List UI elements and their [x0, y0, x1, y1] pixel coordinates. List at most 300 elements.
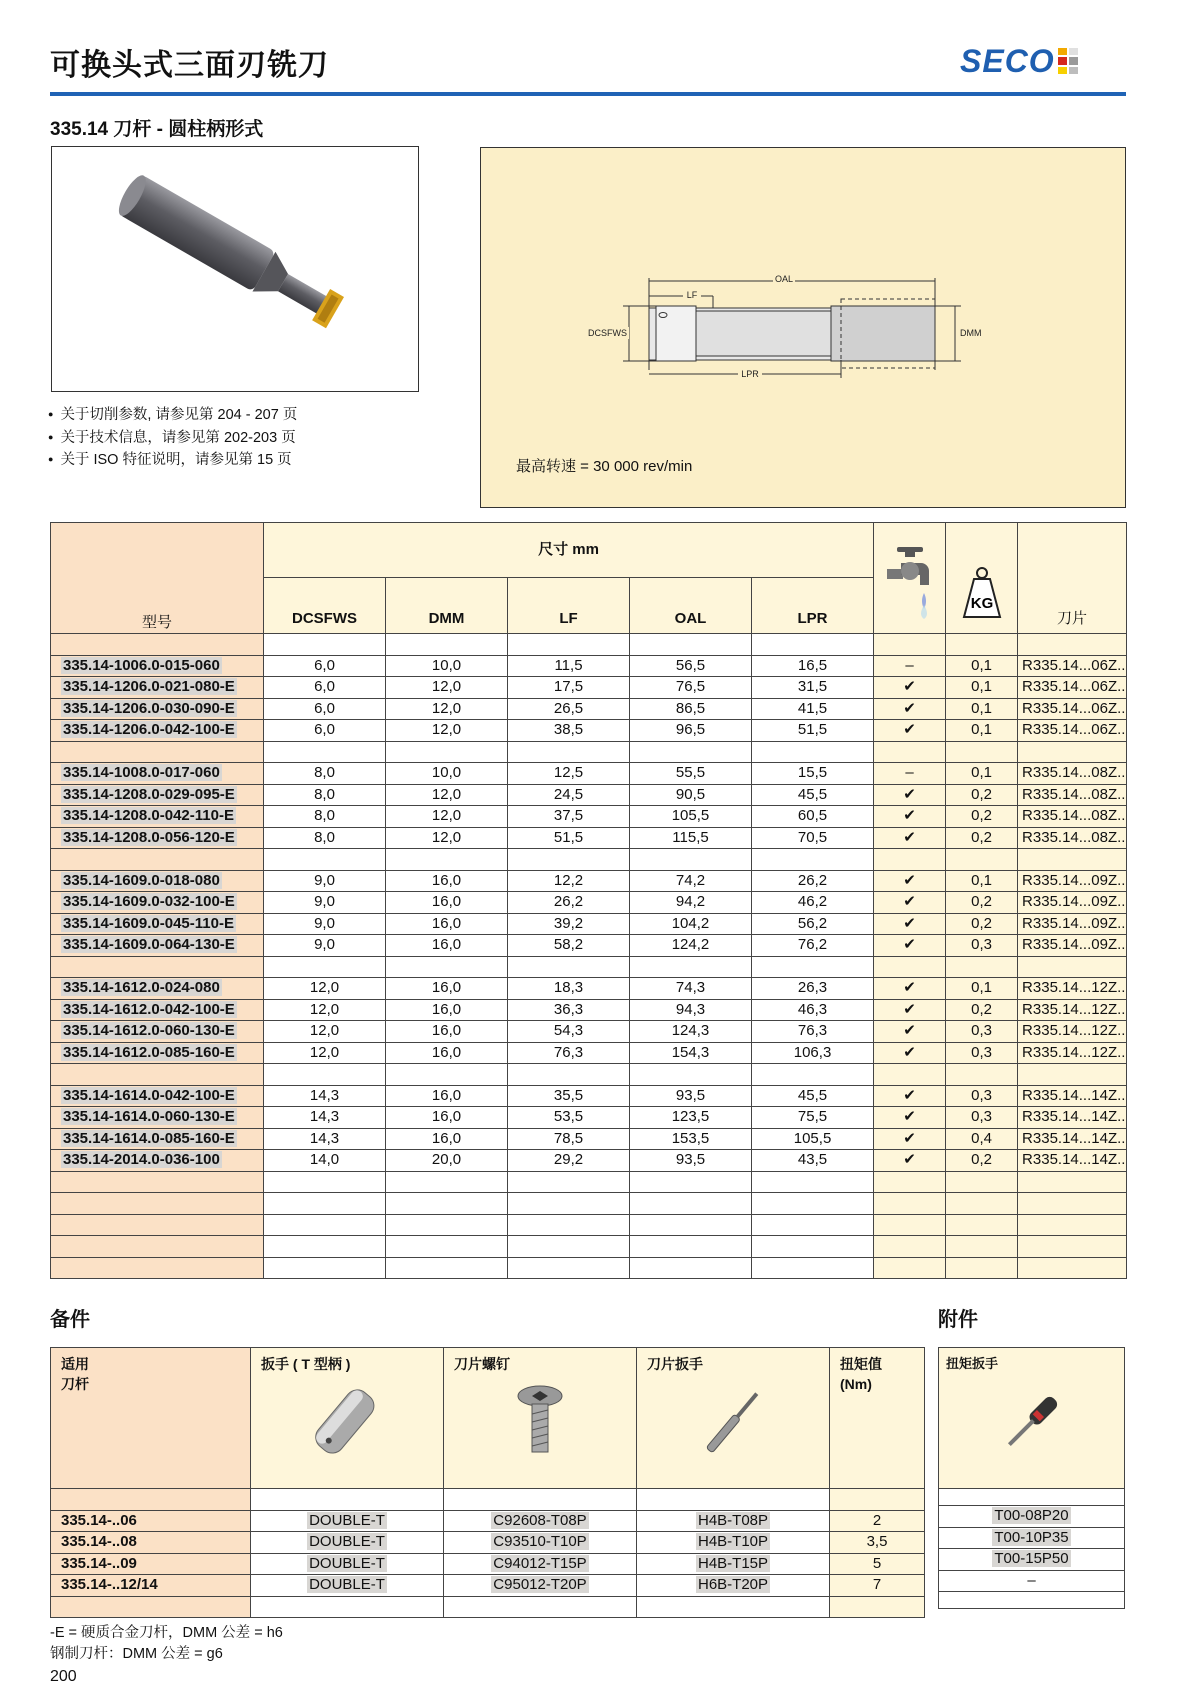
- table-row: [51, 1128, 1127, 1150]
- torque-header-line1: 扭矩值: [840, 1356, 882, 1372]
- empty-cell: [508, 849, 630, 871]
- cell-coolant: [874, 1021, 946, 1043]
- value-weight: 0,2: [971, 893, 992, 911]
- value-torque: 2: [872, 1511, 882, 1529]
- cell-dmm: [386, 870, 508, 892]
- empty-cell: [264, 1064, 386, 1086]
- cell-insert: [1018, 913, 1127, 935]
- empty-cell: [630, 1064, 752, 1086]
- value-coolant: ✔: [903, 1043, 916, 1061]
- value-model: 335.14-1614.0-085-160-E: [63, 1129, 235, 1147]
- cell-insert-key: [637, 1553, 830, 1575]
- cell-dcsfws: [264, 827, 386, 849]
- header-lf: LF: [508, 577, 630, 633]
- cell-model: [51, 892, 264, 914]
- value-insert: R335.14...14Z..: [1022, 1108, 1126, 1126]
- value-model: 335.14-1609.0-064-130-E: [63, 936, 235, 954]
- cell-coolant: [874, 1085, 946, 1107]
- cell-insert: [1018, 763, 1127, 785]
- empty-cell: [637, 1596, 830, 1618]
- empty-cell: [51, 1236, 264, 1258]
- empty-cell: [1018, 1064, 1127, 1086]
- table-row: [51, 892, 1127, 914]
- cell-model: [51, 806, 264, 828]
- empty-cell: [508, 634, 630, 656]
- empty-cell: [386, 1257, 508, 1279]
- empty-cell: [264, 1257, 386, 1279]
- accessories-table-body: [939, 1489, 1125, 1609]
- cell-dmm: [386, 763, 508, 785]
- empty-cell: [386, 1214, 508, 1236]
- cell-insert: [1018, 892, 1127, 914]
- empty-cell: [51, 1064, 264, 1086]
- value-coolant: ✔: [903, 1129, 916, 1147]
- value-dmm: 12,0: [431, 699, 462, 717]
- empty-cell: [51, 1489, 251, 1511]
- cell-coolant: [874, 1128, 946, 1150]
- value-insert-key: H4B-T10P: [697, 1533, 769, 1551]
- cell-insert-key: [637, 1532, 830, 1554]
- cell-coolant: [874, 892, 946, 914]
- value-dcsfws: 12,0: [309, 979, 340, 997]
- value-model: 335.14-1614.0-060-130-E: [63, 1108, 235, 1126]
- value-model: 335.14-2014.0-036-100: [63, 1151, 220, 1169]
- cell-lpr: [752, 1085, 874, 1107]
- cell-weight: [946, 655, 1018, 677]
- cell-lpr: [752, 1128, 874, 1150]
- value-insert: R335.14...12Z..: [1022, 1043, 1126, 1061]
- value-model: 335.14-1609.0-032-100-E: [63, 893, 235, 911]
- empty-cell: [630, 849, 752, 871]
- technical-drawing: [481, 148, 1125, 507]
- spacer-row: [51, 1193, 1127, 1215]
- coolant-tap-icon: [883, 543, 937, 623]
- cell-dcsfws: [264, 1021, 386, 1043]
- value-screw: C94012-T15P: [493, 1554, 587, 1572]
- value-weight: 0,1: [971, 764, 992, 782]
- value-oal: 96,5: [675, 721, 706, 739]
- empty-cell: [1018, 1257, 1127, 1279]
- cell-insert: [1018, 698, 1127, 720]
- value-dmm: 16,0: [431, 1108, 462, 1126]
- cell-holder: [51, 1532, 251, 1554]
- value-lpr: 43,5: [797, 1151, 828, 1169]
- value-coolant: ✔: [903, 678, 916, 696]
- value-oal: 55,5: [675, 764, 706, 782]
- value-oal: 74,3: [675, 979, 706, 997]
- value-lf: 58,2: [553, 936, 584, 954]
- value-key: DOUBLE-T: [309, 1511, 385, 1529]
- cell-weight: [946, 806, 1018, 828]
- value-dcsfws: 14,0: [309, 1151, 340, 1169]
- value-insert: R335.14...09Z..: [1022, 893, 1126, 911]
- cell-dmm: [386, 999, 508, 1021]
- header-lpr: LPR: [752, 577, 874, 633]
- value-lf: 37,5: [553, 807, 584, 825]
- empty-cell: [264, 741, 386, 763]
- empty-cell: [874, 1064, 946, 1086]
- empty-cell: [1018, 956, 1127, 978]
- empty-cell: [630, 956, 752, 978]
- cell-weight: [946, 1042, 1018, 1064]
- insert-key-icon: [647, 1382, 819, 1467]
- cell-model: [51, 655, 264, 677]
- value-dcsfws: 8,0: [314, 764, 335, 782]
- cell-weight: [946, 1150, 1018, 1172]
- empty-cell: [386, 1193, 508, 1215]
- value-dcsfws: 6,0: [314, 656, 335, 674]
- empty-cell: [946, 956, 1018, 978]
- dim-label-lpr: LPR: [741, 369, 759, 379]
- cell-insert: [1018, 1107, 1127, 1129]
- cell-dmm: [386, 1042, 508, 1064]
- insert-key-header-label: 刀片扳手: [647, 1356, 703, 1372]
- cell-lpr: [752, 892, 874, 914]
- empty-cell: [264, 634, 386, 656]
- holder-header-line1: 适用: [61, 1356, 89, 1372]
- empty-cell: [264, 1236, 386, 1258]
- cell-dmm: [386, 1085, 508, 1107]
- value-dmm: 16,0: [431, 914, 462, 932]
- cell-lf: [508, 698, 630, 720]
- value-screw: C92608-T08P: [493, 1511, 587, 1529]
- value-insert: R335.14...09Z..: [1022, 871, 1126, 889]
- table-row: [51, 655, 1127, 677]
- cell-insert-key: [637, 1510, 830, 1532]
- value-coolant: ✔: [903, 893, 916, 911]
- table-row: [51, 784, 1127, 806]
- value-lpr: 106,3: [793, 1043, 832, 1061]
- value-model: 335.14-1206.0-042-100-E: [63, 721, 235, 739]
- value-lpr: 70,5: [797, 828, 828, 846]
- value-insert: R335.14...14Z..: [1022, 1129, 1126, 1147]
- value-torque: 7: [872, 1576, 882, 1594]
- value-weight: 0,3: [971, 1086, 992, 1104]
- value-model: 335.14-1208.0-029-095-E: [63, 785, 235, 803]
- cell-weight: [946, 827, 1018, 849]
- cell-lf: [508, 935, 630, 957]
- cell-lpr: [752, 1150, 874, 1172]
- spacer-row: [51, 1064, 1127, 1086]
- empty-cell: [51, 1596, 251, 1618]
- cell-dmm: [386, 655, 508, 677]
- value-coolant: ✔: [903, 1108, 916, 1126]
- value-dmm: 10,0: [431, 764, 462, 782]
- cell-dcsfws: [264, 978, 386, 1000]
- empty-cell: [386, 849, 508, 871]
- cell-oal: [630, 870, 752, 892]
- empty-cell: [264, 849, 386, 871]
- value-lpr: 41,5: [797, 699, 828, 717]
- cell-oal: [630, 677, 752, 699]
- empty-cell: [752, 849, 874, 871]
- cell-lf: [508, 655, 630, 677]
- accessories-title: 附件: [938, 1307, 978, 1331]
- empty-cell: [444, 1596, 637, 1618]
- value-dcsfws: 14,3: [309, 1086, 340, 1104]
- empty-cell: [874, 1236, 946, 1258]
- header-dims-group: 尺寸 mm: [264, 523, 874, 578]
- value-dcsfws: 8,0: [314, 807, 335, 825]
- value-insert-key: H6B-T20P: [697, 1576, 769, 1594]
- empty-cell: [1018, 634, 1127, 656]
- cell-lf: [508, 913, 630, 935]
- empty-cell: [508, 1214, 630, 1236]
- cell-coolant: [874, 806, 946, 828]
- table-row: [51, 698, 1127, 720]
- value-lpr: 105,5: [793, 1129, 832, 1147]
- cell-torque: [830, 1553, 925, 1575]
- cell-torque: [830, 1510, 925, 1532]
- empty-cell: [630, 1193, 752, 1215]
- empty-cell: [752, 956, 874, 978]
- value-dmm: 20,0: [431, 1151, 462, 1169]
- cell-coolant: [874, 763, 946, 785]
- cell-lpr: [752, 806, 874, 828]
- value-lf: 29,2: [553, 1151, 584, 1169]
- empty-cell: [251, 1596, 444, 1618]
- value-model: 335.14-1206.0-030-090-E: [63, 699, 235, 717]
- value-insert-key: H4B-T15P: [697, 1554, 769, 1572]
- value-weight: 0,3: [971, 1022, 992, 1040]
- cell-model: [51, 1042, 264, 1064]
- value-oal: 90,5: [675, 785, 706, 803]
- spacer-row: [51, 1171, 1127, 1193]
- empty-cell: [386, 634, 508, 656]
- cell-coolant: [874, 677, 946, 699]
- cell-lf: [508, 1042, 630, 1064]
- cell-coolant: [874, 720, 946, 742]
- value-lf: 39,2: [553, 914, 584, 932]
- value-weight: 0,2: [971, 828, 992, 846]
- torque-header-line2: (Nm): [840, 1376, 872, 1392]
- value-coolant: ✔: [903, 979, 916, 997]
- value-lpr: 16,5: [797, 656, 828, 674]
- accessories-header: [939, 1348, 1125, 1489]
- table-row: [51, 870, 1127, 892]
- value-dcsfws: 9,0: [314, 914, 335, 932]
- empty-cell: [874, 956, 946, 978]
- empty-cell: [508, 1257, 630, 1279]
- cell-dmm: [386, 827, 508, 849]
- cell-insert: [1018, 870, 1127, 892]
- empty-cell: [946, 849, 1018, 871]
- spares-header-insert-key: [637, 1348, 830, 1489]
- cell-weight: [946, 935, 1018, 957]
- empty-cell: [874, 741, 946, 763]
- value-dmm: 12,0: [431, 828, 462, 846]
- value-dcsfws: 14,3: [309, 1129, 340, 1147]
- cell-dmm: [386, 1128, 508, 1150]
- value-torque-wrench: –: [1027, 1571, 1036, 1589]
- cell-lf: [508, 1128, 630, 1150]
- cell-lpr: [752, 784, 874, 806]
- empty-cell: [946, 1064, 1018, 1086]
- spacer-row: [51, 634, 1127, 656]
- value-oal: 154,3: [671, 1043, 710, 1061]
- value-dcsfws: 6,0: [314, 721, 335, 739]
- cell-coolant: [874, 978, 946, 1000]
- cell-model: [51, 720, 264, 742]
- spacer-row: [51, 1236, 1127, 1258]
- cell-dcsfws: [264, 720, 386, 742]
- spares-table-body: [51, 1489, 925, 1618]
- spacer-row: [51, 1257, 1127, 1279]
- cell-dcsfws: [264, 655, 386, 677]
- empty-cell: [939, 1489, 1125, 1506]
- cell-lf: [508, 892, 630, 914]
- cell-holder: [51, 1575, 251, 1597]
- cell-lpr: [752, 870, 874, 892]
- empty-cell: [386, 1064, 508, 1086]
- cell-weight: [946, 1128, 1018, 1150]
- screw-header-label: 刀片螺钉: [454, 1356, 510, 1372]
- value-oal: 115,5: [672, 828, 709, 846]
- value-lpr: 76,3: [797, 1022, 828, 1040]
- logo-text: SECO: [960, 42, 1055, 79]
- notes-list: [48, 405, 297, 473]
- value-insert: R335.14...09Z..: [1022, 936, 1126, 954]
- value-lpr: 46,2: [797, 893, 828, 911]
- cell-lf: [508, 763, 630, 785]
- value-oal: 86,5: [675, 699, 706, 717]
- cell-lf: [508, 870, 630, 892]
- value-lf: 18,3: [553, 979, 584, 997]
- value-lf: 17,5: [553, 678, 584, 696]
- value-lpr: 60,5: [797, 807, 828, 825]
- table-row: [51, 1107, 1127, 1129]
- value-lpr: 46,3: [797, 1000, 828, 1018]
- value-dcsfws: 14,3: [309, 1108, 340, 1126]
- header-dcsfws: DCSFWS: [264, 577, 386, 633]
- empty-cell: [830, 1489, 925, 1511]
- cell-coolant: [874, 784, 946, 806]
- value-dmm: 16,0: [431, 1129, 462, 1147]
- cell-insert: [1018, 1150, 1127, 1172]
- empty-cell: [1018, 1193, 1127, 1215]
- empty-cell: [508, 741, 630, 763]
- empty-cell: [51, 741, 264, 763]
- cell-insert: [1018, 999, 1127, 1021]
- cell-insert: [1018, 1042, 1127, 1064]
- value-dcsfws: 12,0: [309, 1043, 340, 1061]
- cell-oal: [630, 913, 752, 935]
- value-torque-wrench: T00-08P20: [994, 1507, 1069, 1525]
- value-dmm: 16,0: [431, 893, 462, 911]
- empty-cell: [946, 1214, 1018, 1236]
- cell-oal: [630, 655, 752, 677]
- cell-dmm: [386, 1150, 508, 1172]
- cell-lf: [508, 720, 630, 742]
- cell-oal: [630, 698, 752, 720]
- cell-lf: [508, 806, 630, 828]
- cell-weight: [946, 913, 1018, 935]
- value-oal: 153,5: [671, 1129, 710, 1147]
- value-dmm: 10,0: [431, 656, 462, 674]
- value-dmm: 16,0: [431, 871, 462, 889]
- cell-oal: [630, 935, 752, 957]
- value-insert: R335.14...06Z..: [1022, 699, 1126, 717]
- value-lf: 12,5: [553, 764, 584, 782]
- spacer-row: [51, 1489, 925, 1511]
- section-subtitle: 335.14 刀杆 - 圆柱柄形式: [50, 119, 264, 140]
- dim-label-oal: OAL: [774, 274, 794, 284]
- value-oal: 93,5: [675, 1151, 706, 1169]
- cell-lf: [508, 978, 630, 1000]
- value-lf: 76,3: [553, 1043, 584, 1061]
- spares-header-torque: [830, 1348, 925, 1489]
- spares-header-key: [251, 1348, 444, 1489]
- value-model: 335.14-1208.0-056-120-E: [63, 828, 235, 846]
- header-dmm: DMM: [386, 577, 508, 633]
- empty-cell: [508, 956, 630, 978]
- cell-insert: [1018, 978, 1127, 1000]
- cell-key: [251, 1532, 444, 1554]
- value-coolant: ✔: [903, 871, 916, 889]
- empty-cell: [251, 1489, 444, 1511]
- value-weight: 0,1: [971, 721, 992, 739]
- empty-cell: [874, 1257, 946, 1279]
- cell-dmm: [386, 978, 508, 1000]
- cell-oal: [630, 763, 752, 785]
- empty-cell: [1018, 741, 1127, 763]
- page-number: 200: [50, 1668, 77, 1685]
- cell-lf: [508, 1107, 630, 1129]
- empty-cell: [630, 634, 752, 656]
- cell-lf: [508, 827, 630, 849]
- cell-dcsfws: [264, 1128, 386, 1150]
- product-photo: [51, 146, 419, 392]
- value-weight: 0,1: [971, 871, 992, 889]
- table-row: [51, 1042, 1127, 1064]
- seco-logo: [960, 44, 1078, 78]
- value-oal: 123,5: [671, 1108, 710, 1126]
- spacer-row: [51, 956, 1127, 978]
- cell-dcsfws: [264, 935, 386, 957]
- table-row: [51, 720, 1127, 742]
- cell-insert: [1018, 655, 1127, 677]
- cell-oal: [630, 806, 752, 828]
- cell-dmm: [386, 720, 508, 742]
- cell-dcsfws: [264, 999, 386, 1021]
- empty-cell: [630, 1171, 752, 1193]
- value-insert: R335.14...12Z..: [1022, 1000, 1126, 1018]
- value-oal: 74,2: [675, 871, 706, 889]
- empty-cell: [386, 1171, 508, 1193]
- cell-oal: [630, 1150, 752, 1172]
- value-dcsfws: 9,0: [314, 893, 335, 911]
- cell-model: [51, 935, 264, 957]
- value-insert-key: H4B-T08P: [697, 1511, 769, 1529]
- empty-cell: [946, 1257, 1018, 1279]
- cell-torque-wrench: [939, 1549, 1125, 1571]
- value-dmm: 16,0: [431, 936, 462, 954]
- value-weight: 0,4: [971, 1129, 992, 1147]
- cell-dmm: [386, 784, 508, 806]
- table-row: [51, 913, 1127, 935]
- value-coolant: –: [905, 764, 914, 782]
- empty-cell: [752, 1193, 874, 1215]
- value-key: DOUBLE-T: [309, 1576, 385, 1594]
- value-model: 335.14-1008.0-017-060: [63, 764, 220, 782]
- table-row: [51, 999, 1127, 1021]
- cell-oal: [630, 827, 752, 849]
- t-key-icon: [261, 1382, 433, 1467]
- cell-oal: [630, 1085, 752, 1107]
- cell-dcsfws: [264, 913, 386, 935]
- value-weight: 0,2: [971, 785, 992, 803]
- table-row: [51, 806, 1127, 828]
